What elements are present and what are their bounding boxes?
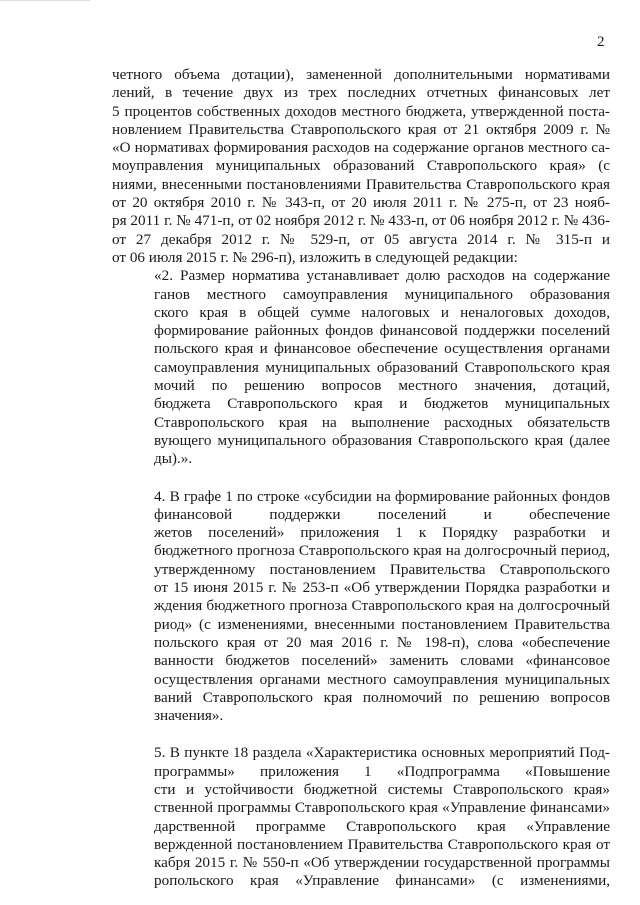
text-line: от 06 июля 2015 г. № 296-п), изложить в следующей редакции:: [112, 248, 518, 266]
text-line: лений, в течение двух из трех последних отчетных финансовых лет: [112, 84, 610, 102]
text-line: польского края от 20 мая 2016 г. № 198-п), слова «обеспечение: [154, 633, 610, 651]
text-line: 5. В пункте 18 раздела «Характеристика основных мероприятий Под-: [154, 744, 610, 762]
page-number: 2: [597, 34, 605, 50]
text-line: вержденной постановлением Правительства Ставропольского края от: [154, 835, 610, 853]
text-line: осуществления органами местного самоуправления муниципальных: [154, 670, 610, 688]
text-line: бюджета Ставропольского края и бюджетов муниципальных: [154, 395, 610, 413]
document-body: [112, 66, 610, 891]
text-line: Ставропольского края на выполнение расходных обязательств: [154, 413, 610, 431]
paragraph-item-4: [112, 488, 610, 726]
text-line: 5 процентов собственных доходов местного бюджета, утвержденной поста-: [112, 102, 610, 120]
text-line: ря 2011 г. № 471-п, от 02 ноября 2012 г. № 433-п, от 06 ноября 2012 г. № 436-: [112, 212, 610, 230]
paragraph-quoted-norm: [112, 267, 610, 468]
text-line: финансовой поддержки поселений и обеспечение: [154, 505, 610, 523]
text-line: ваний Ставропольского края полномочий по решению вопросов: [154, 688, 610, 706]
text-line: ганов местного самоуправления муниципального образования: [154, 285, 610, 303]
paragraph-continuation: [112, 66, 610, 267]
scan-artifact: [0, 0, 90, 4]
text-line: программы» приложения 1 «Подпрограмма «Повышение: [154, 762, 610, 780]
text-line: сти и устойчивости бюджетной системы Ставропольского края»: [154, 780, 610, 798]
text-line: жетов поселений» приложения 1 к Порядку разработки и: [154, 524, 610, 542]
text-line: вующего муниципального образования Ставропольского края (далее: [154, 431, 610, 449]
text-line: риод» (с изменениями, внесенными постановлением Правительства: [154, 615, 610, 633]
text-line: от 20 октября 2010 г. № 343-п, от 20 июля 2011 г. № 275-п, от 23 нояб-: [112, 194, 610, 212]
text-line: «2. Размер норматива устанавливает долю расходов на содержание: [154, 267, 610, 285]
text-line: ропольского края «Управление финансами» (с изменениями,: [154, 872, 610, 890]
text-line: ственной программы Ставропольского края «Управление финансами»: [154, 799, 610, 817]
text-line: мочий по решению вопросов местного значения, дотаций,: [154, 377, 610, 395]
text-line: кабря 2015 г. № 550-п «Об утверждении государственной программы: [154, 854, 610, 872]
text-line: четного объема дотации), замененной дополнительными нормативами: [112, 66, 610, 83]
text-line: новлением Правительства Ставропольского края от 21 октября 2009 г. №: [112, 120, 610, 138]
text-line: ского края в общей сумме налоговых и неналоговых доходов,: [154, 303, 610, 321]
paragraph-item-5: [112, 744, 610, 890]
text-line: от 15 июня 2015 г. № 253-п «Об утверждении Порядка разработки и: [154, 579, 610, 597]
paragraph-gap: [112, 725, 610, 744]
text-line: бюджетного прогноза Ставропольского края на долгосрочный период,: [154, 542, 610, 560]
text-line: значения».: [154, 707, 224, 725]
text-line: утвержденному постановлением Правительства Ставропольского: [154, 560, 610, 578]
text-line: 4. В графе 1 по строке «субсидии на формирование районных фондов: [154, 487, 610, 505]
text-line: ниями, внесенными постановлениями Правительства Ставропольского края: [112, 175, 610, 193]
text-line: самоуправления муниципальных образований Ставропольского края: [154, 358, 610, 376]
text-line: «О нормативах формирования расходов на содержание органов местного са-: [112, 139, 610, 157]
text-line: дарственной программе Ставропольского края «Управление: [154, 817, 610, 835]
text-line: ждения бюджетного прогноза Ставропольского края на долгосрочный: [154, 597, 610, 615]
paragraph-gap: [112, 469, 610, 488]
text-line: от 27 декабря 2012 г. № 529-п, от 05 августа 2014 г. № 315-п и: [112, 230, 610, 248]
text-line: моуправления муниципальных образований Ставропольского края» (с: [112, 157, 610, 175]
text-line: формирование районных фондов финансовой поддержки поселений: [154, 322, 610, 340]
text-line: ванности бюджетов поселений» заменить словами «финансовое: [154, 652, 610, 670]
text-line: ды).».: [154, 450, 193, 468]
text-line: польского края и финансовое обеспечение осуществления органами: [154, 340, 610, 358]
